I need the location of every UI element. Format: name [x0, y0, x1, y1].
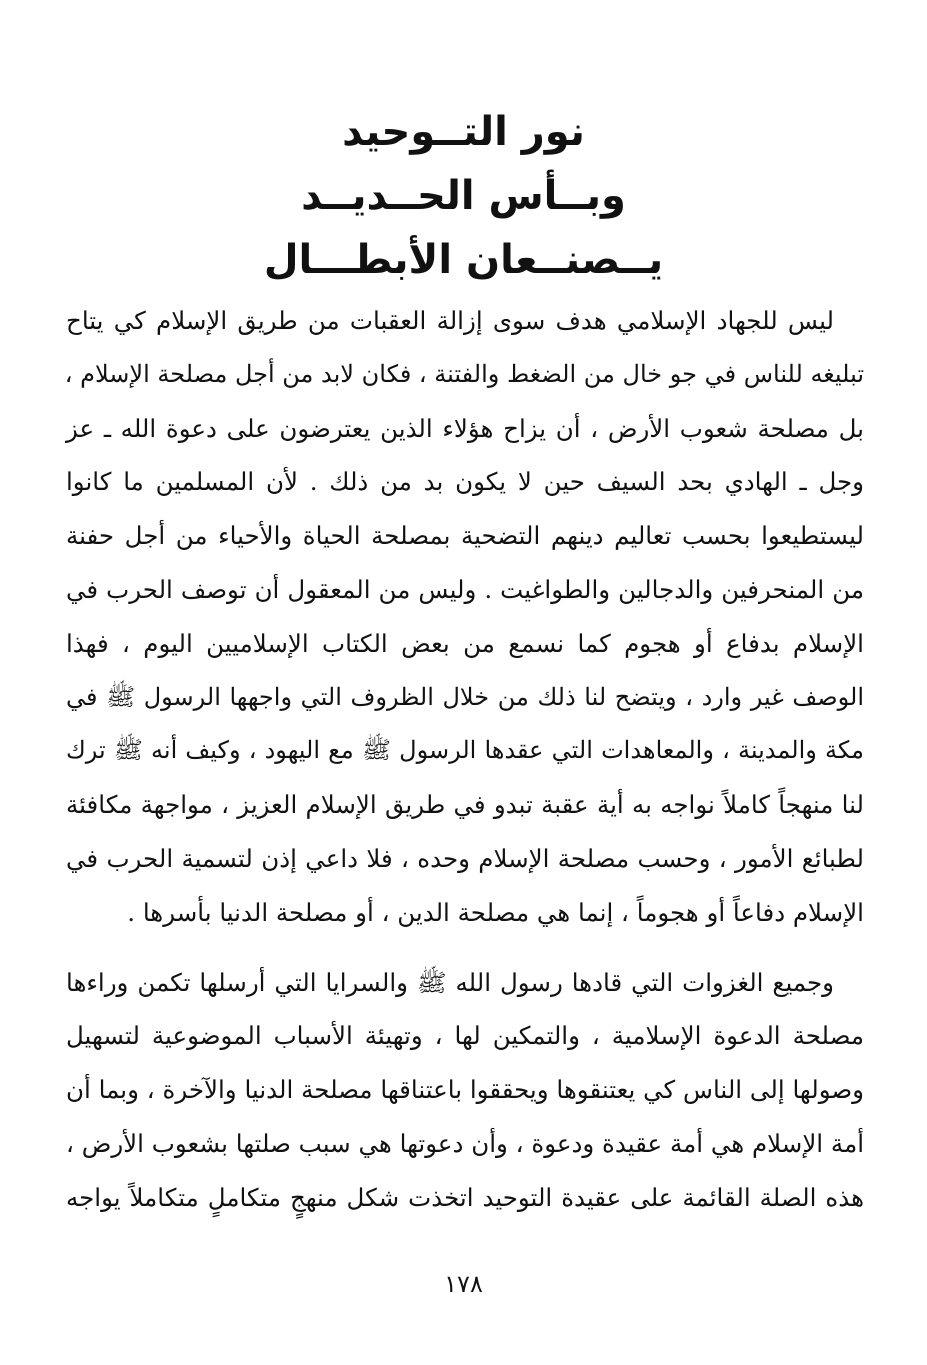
body-text: [66, 294, 864, 1225]
text-line: الإسلام بدفاع أو هجوم كما نسمع من بعض الكتاب الإسلاميين اليوم ، فهذا: [66, 628, 864, 658]
title-line-3: يــصنــعان الأبطـــال: [263, 237, 664, 283]
chapter-title: [0, 100, 927, 292]
paragraph-2: [66, 956, 864, 1225]
text-line: ليس للجهاد الإسلامي هدف سوى إزالة العقبات من طريق الإسلام كي يتاح: [66, 306, 834, 335]
page-number: ١٧٨: [444, 1270, 483, 1298]
title-line-1: نور التــوحيد: [342, 109, 585, 155]
text-line: بل مصلحة شعوب الأرض ، أن يزاح هؤلاء الذين يعترضون على دعوة الله ـ عز: [66, 413, 864, 443]
text-line: تبليغه للناس في جو خال من الضغط والفتنة ، فكان لابد من أجل مصلحة الإسلام ،: [64, 359, 864, 388]
text-line: ليستطيعوا بحسب تعاليم دينهم التضحية بمصلحة الحياة والأحياء من أجل حفنة: [66, 521, 864, 551]
text-line: وصولها إلى الناس كي يعتنقوها ويحققوا باعتناقها مصلحة الدنيا والآخرة ، وبما أن: [66, 1075, 864, 1105]
text-line: مكة والمدينة ، والمعاهدات التي عقدها الرسول ﷺ مع اليهود ، وكيف أنه ﷺ ترك: [66, 736, 864, 765]
title-line-2: وبــأس الحــديــد: [301, 173, 626, 219]
text-line: هذه الصلة القائمة على عقيدة التوحيد اتخذت شكل منهجٍ متكاملٍ متكاملاً يواجه: [66, 1182, 864, 1212]
text-line: وجل ـ الهادي بحد السيف حين لا يكون بد من ذلك . لأن المسلمين ما كانوا: [66, 467, 864, 497]
text-line: لنا منهجاً كاملاً نواجه به أية عقبة تبدو في طريق الإسلام العزيز ، مواجهة مكافئة: [66, 790, 864, 820]
text-line: من المنحرفين والدجالين والطواغيت . وليس من المعقول أن توصف الحرب في: [66, 574, 864, 604]
text-line: مصلحة الدعوة الإسلامية ، والتمكين لها ، وتهيئة الأسباب الموضوعية لتسهيل: [66, 1021, 864, 1051]
text-line: الإسلام دفاعاً أو هجوماً ، إنما هي مصلحة الدين ، أو مصلحة الدنيا بأسرها .: [127, 897, 864, 927]
text-line: وجميع الغزوات التي قادها رسول الله ﷺ والسرايا التي أرسلها تكمن وراءها: [66, 967, 834, 997]
paragraph-1: [66, 294, 864, 940]
text-line: لطبائع الأمور ، وحسب مصلحة الإسلام وحده ، فلا داعي إذن لتسمية الحرب في: [66, 843, 864, 873]
text-line: أمة الإسلام هي أمة عقيدة ودعوة ، وأن دعوتها هي سبب صلتها بشعوب الأرض ،: [66, 1128, 864, 1158]
text-line: الوصف غير وارد ، ويتضح لنا ذلك من خلال الظروف التي واجهها الرسول ﷺ في: [66, 682, 865, 711]
